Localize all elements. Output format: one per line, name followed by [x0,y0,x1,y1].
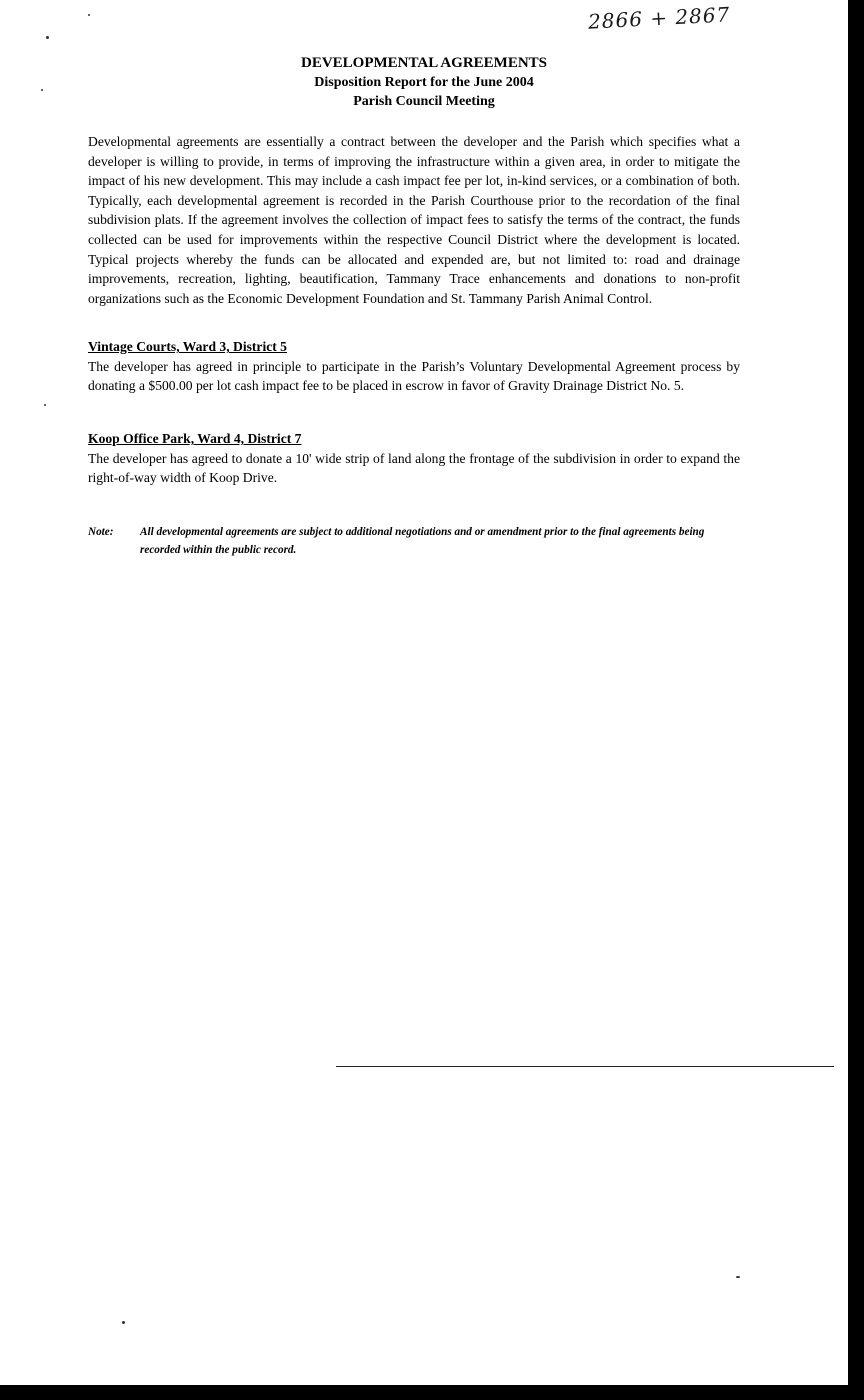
handwritten-page-numbers: 2866 + 2867 [587,2,731,34]
horizontal-rule [336,1066,834,1067]
section-heading: Koop Office Park, Ward 4, District 7 [88,431,302,446]
section-body: The developer has agreed in principle to participate in the Parish’s Voluntary Developmental Agreement process by donating a $500.00 per lot cash impact fee to be placed in escrow in favor of Gravity Drainage District No. 5. [88,358,740,394]
scan-speck [46,36,49,39]
document-title: DEVELOPMENTAL AGREEMENTS [300,55,547,71]
scan-speck [44,404,46,406]
note-block [88,523,742,559]
scan-speck [41,89,43,91]
scan-speck [122,1321,125,1324]
scan-speck [736,1276,740,1278]
section-body: The developer has agreed to donate a 10' wide strip of land along the frontage of the subdivision in order to expand the right-of-way width of Koop Drive. [88,450,740,486]
section-heading: Vintage Courts, Ward 3, District 5 [88,339,287,354]
intro-paragraph: Developmental agreements are essentially a contract between the developer and the Parish which specifies what a developer is willing to provide, in terms of improving the infrastructure within a given area, in order to mitigate the impact of his new development. This may include a cash impact fee per lot, in-kind services, or a combination of both. Typically, each developmental agreement is recorded in the Parish Courthouse prior to the recordation of the final subdivision plats. If the agreement involves the collection of impact fees to satisfy the terms of the contract, the funds collected can be used for improvements within the respective Council District where the development is located. Typical projects whereby the funds can be allocated and expended are, but not limited to: road and drainage improvements, recreation, lighting, beautification, Tammany Trace enhancements and donations to non-profit organizations such as the Economic Development Foundation and St. Tammany Parish Animal Control. [88,134,740,306]
note-label: Note: [88,526,114,538]
scan-speck [88,14,90,16]
note-text: All developmental agreements are subject to additional negotiations and or amendment prior to the final agreements being recorded within the public record. [140,526,705,556]
agreement-section-koop-office-park [88,429,740,488]
agreement-section-vintage-courts [88,337,740,396]
document-subtitle-meeting: Parish Council Meeting [353,94,495,109]
document-subtitle: Disposition Report for the June 2004 [314,75,534,90]
document-header [0,54,848,111]
